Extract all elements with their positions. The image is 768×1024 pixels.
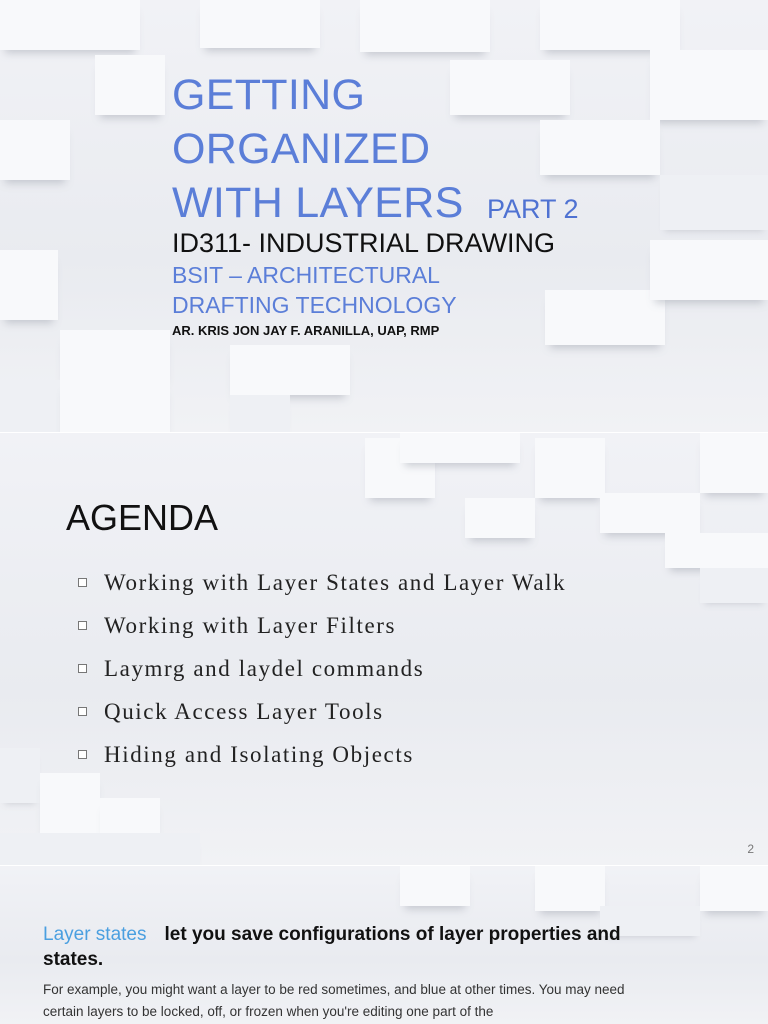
program-line: DRAFTING TECHNOLOGY <box>172 292 457 318</box>
decor-tile <box>650 50 768 120</box>
decor-tile <box>700 433 768 493</box>
square-bullet-icon <box>78 621 87 630</box>
decor-tile <box>400 866 470 906</box>
program-name <box>172 260 457 320</box>
decor-tile <box>60 380 170 432</box>
decor-tile <box>545 290 665 345</box>
square-bullet-icon <box>78 578 87 587</box>
agenda-heading: AGENDA <box>66 497 219 538</box>
decor-tile <box>535 866 605 911</box>
list-item <box>78 647 566 690</box>
decor-tile <box>700 866 768 911</box>
decor-tile <box>95 55 165 115</box>
program-line: BSIT – ARCHITECTURAL <box>172 262 440 288</box>
title-line: WITH LAYERS <box>172 179 464 227</box>
title-slide <box>0 0 768 432</box>
decor-tile <box>360 0 490 52</box>
decor-tile <box>600 493 700 533</box>
agenda-list <box>78 561 566 776</box>
layer-states-slide <box>0 866 768 1024</box>
course-title: ID311- INDUSTRIAL DRAWING <box>172 228 556 258</box>
decor-tile <box>100 798 160 833</box>
decor-tile <box>535 438 605 498</box>
decor-tile <box>400 433 520 463</box>
author-name: AR. KRIS JON JAY F. ARANILLA, UAP, RMP <box>172 323 440 338</box>
decor-tile <box>0 748 40 803</box>
title-line: GETTING <box>172 71 366 119</box>
agenda-item-text: Quick Access Layer Tools <box>104 698 384 724</box>
decor-tile <box>60 330 170 380</box>
agenda-item-text: Hiding and Isolating Objects <box>104 741 414 767</box>
part-label: PART 2 <box>487 194 579 224</box>
decor-tile <box>0 380 60 432</box>
heading-term: Layer states <box>43 924 147 945</box>
agenda-item-text: Working with Layer States and Layer Walk <box>104 569 567 595</box>
decor-tile <box>465 498 535 538</box>
decor-tile <box>0 0 140 50</box>
presentation-title <box>172 68 464 230</box>
decor-tile <box>665 533 768 568</box>
decor-tile <box>540 0 680 50</box>
decor-tile <box>230 395 290 432</box>
decor-tile <box>40 773 100 833</box>
decor-tile <box>700 568 768 603</box>
page-number: 2 <box>747 842 754 856</box>
title-line: ORGANIZED <box>172 125 431 173</box>
list-item <box>78 690 566 733</box>
slide-heading <box>43 922 643 972</box>
decor-tile <box>450 60 570 115</box>
agenda-item-text: Working with Layer Filters <box>104 612 397 638</box>
heading-text: let you save configurations of layer properties and states. <box>43 924 621 970</box>
square-bullet-icon <box>78 707 87 716</box>
decor-tile <box>230 345 350 395</box>
square-bullet-icon <box>78 664 87 673</box>
decor-tile <box>650 240 768 300</box>
agenda-slide <box>0 433 768 865</box>
list-item <box>78 561 566 604</box>
decor-tile <box>0 250 58 320</box>
list-item <box>78 604 566 647</box>
body-paragraph: For example, you might want a layer to be red sometimes, and blue at other times. You may need certain layers to be locked, off, or frozen when you're editing one part of the <box>43 982 625 1019</box>
decor-tile <box>0 833 200 865</box>
decor-tile <box>540 120 660 175</box>
agenda-item-text: Laymrg and laydel commands <box>104 655 425 681</box>
square-bullet-icon <box>78 750 87 759</box>
decor-tile <box>0 120 70 180</box>
decor-tile <box>660 175 768 230</box>
decor-tile <box>200 0 320 48</box>
list-item <box>78 733 566 776</box>
